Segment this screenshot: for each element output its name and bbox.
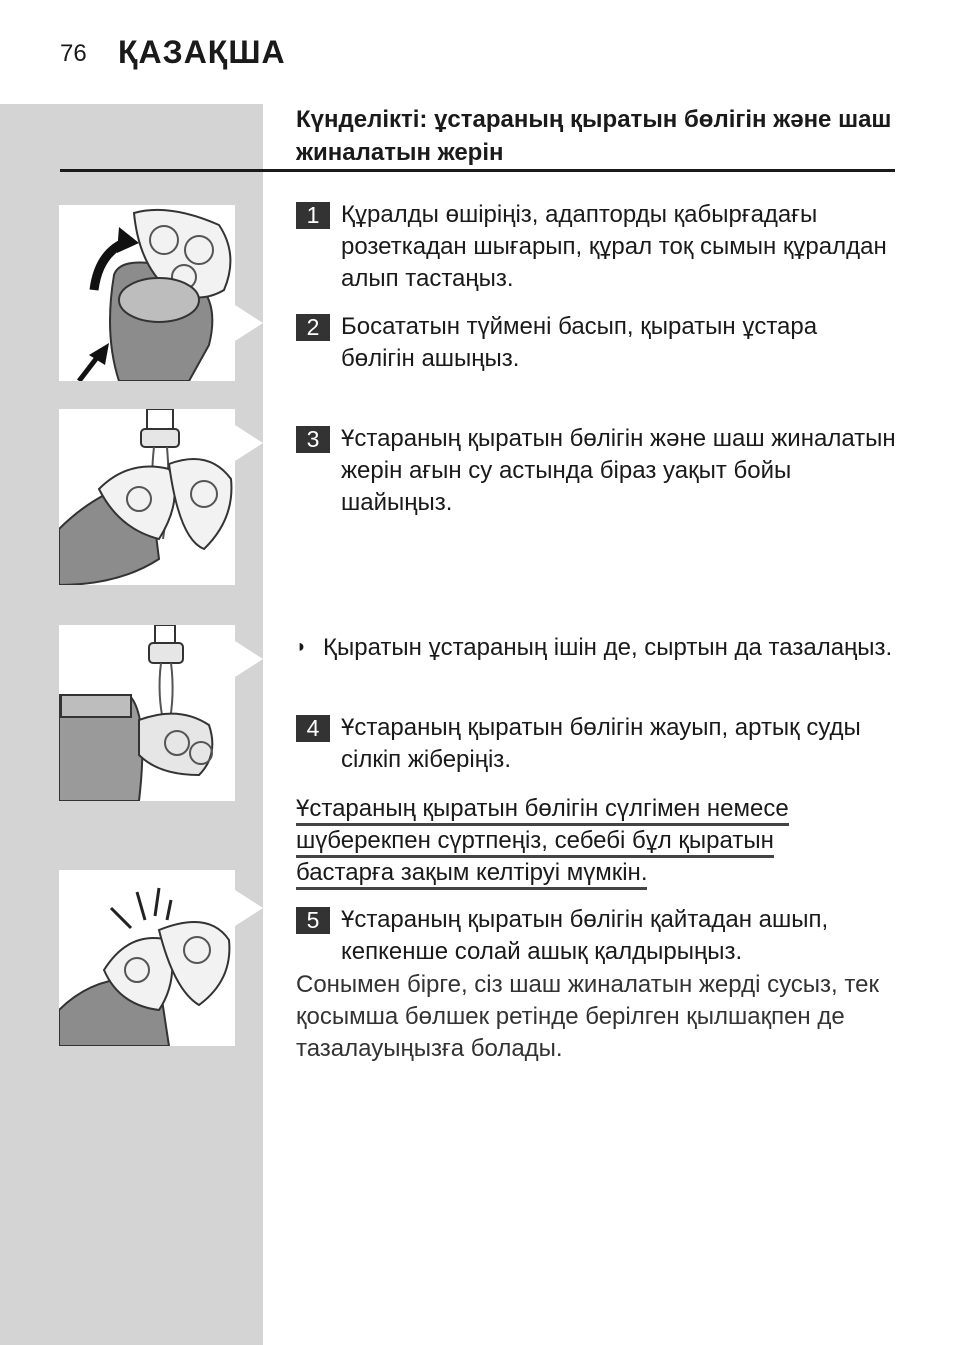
step-number-badge: 2 — [296, 314, 330, 341]
step-text: Босататын түймені басып, қыратын ұстара бөлігін ашыңыз. — [341, 313, 818, 372]
warning-line: бастарға зақым келтіруі мүмкін. — [296, 859, 647, 890]
warning-line: Ұстараның қыратын бөлігін сүлгімен немесе — [296, 795, 789, 826]
title-divider — [60, 169, 895, 172]
step-number-badge: 4 — [296, 715, 330, 742]
note-text: Сонымен бірге, сіз шаш жиналатын жерді сусыз, тек қосымша бөлшек ретінде берілген қылшақпен де тазалауыңызға болады. — [296, 971, 879, 1062]
bullet-text: Қыратын ұстараның ішін де, сыртын да тазалаңыз. — [323, 634, 893, 661]
step-2 — [296, 311, 896, 375]
illustration-rinse-closed — [59, 625, 235, 801]
step-number-badge: 3 — [296, 426, 330, 453]
bullet-icon: ◗ — [296, 636, 307, 656]
section-title: Күнделікті: ұстараның қыратын бөлігін және шаш жиналатын жерін — [296, 106, 892, 166]
bullet-item — [296, 632, 896, 664]
warning-line: шүберекпен сүртпеңіз, себебі бұл қыратын — [296, 827, 774, 858]
language-heading: ҚАЗАҚША — [118, 34, 286, 70]
step-number-badge: 5 — [296, 907, 330, 934]
shaver-dry-drawing — [59, 870, 235, 1046]
step-3 — [296, 423, 896, 519]
shaver-closed-rinse-drawing — [59, 625, 235, 801]
step-text: Ұстараның қыратын бөлігін қайтадан ашып, кепкенше солай ашық қалдырыңыз. — [341, 906, 829, 965]
illustration-rinse-tap — [59, 409, 235, 585]
shaver-rinse-drawing — [59, 409, 235, 585]
step-text: Ұстараның қыратын бөлігін жауып, артық суды сілкіп жіберіңіз. — [341, 714, 861, 773]
step-text: Ұстараның қыратын бөлігін және шаш жиналатын жерін ағын су астында біраз уақыт бойы шайыңыз. — [341, 425, 896, 516]
illustration-open-shaver — [59, 205, 235, 381]
shaver-open-drawing — [59, 205, 235, 381]
illustration-dry-open — [59, 870, 235, 1046]
figure-pointer — [235, 425, 263, 461]
step-1 — [296, 199, 896, 295]
step-5 — [296, 904, 896, 968]
page-number: 76 — [60, 40, 87, 67]
step-4 — [296, 712, 896, 776]
warning-text — [296, 793, 896, 889]
figure-pointer — [235, 890, 263, 926]
step-text: Құралды өшіріңіз, адапторды қабырғадағы розеткадан шығарып, құрал тоқ сымын құралдан алып тастаңыз. — [341, 201, 887, 292]
figure-pointer — [235, 641, 263, 677]
figure-pointer — [235, 305, 263, 341]
step-number-badge: 1 — [296, 202, 330, 229]
